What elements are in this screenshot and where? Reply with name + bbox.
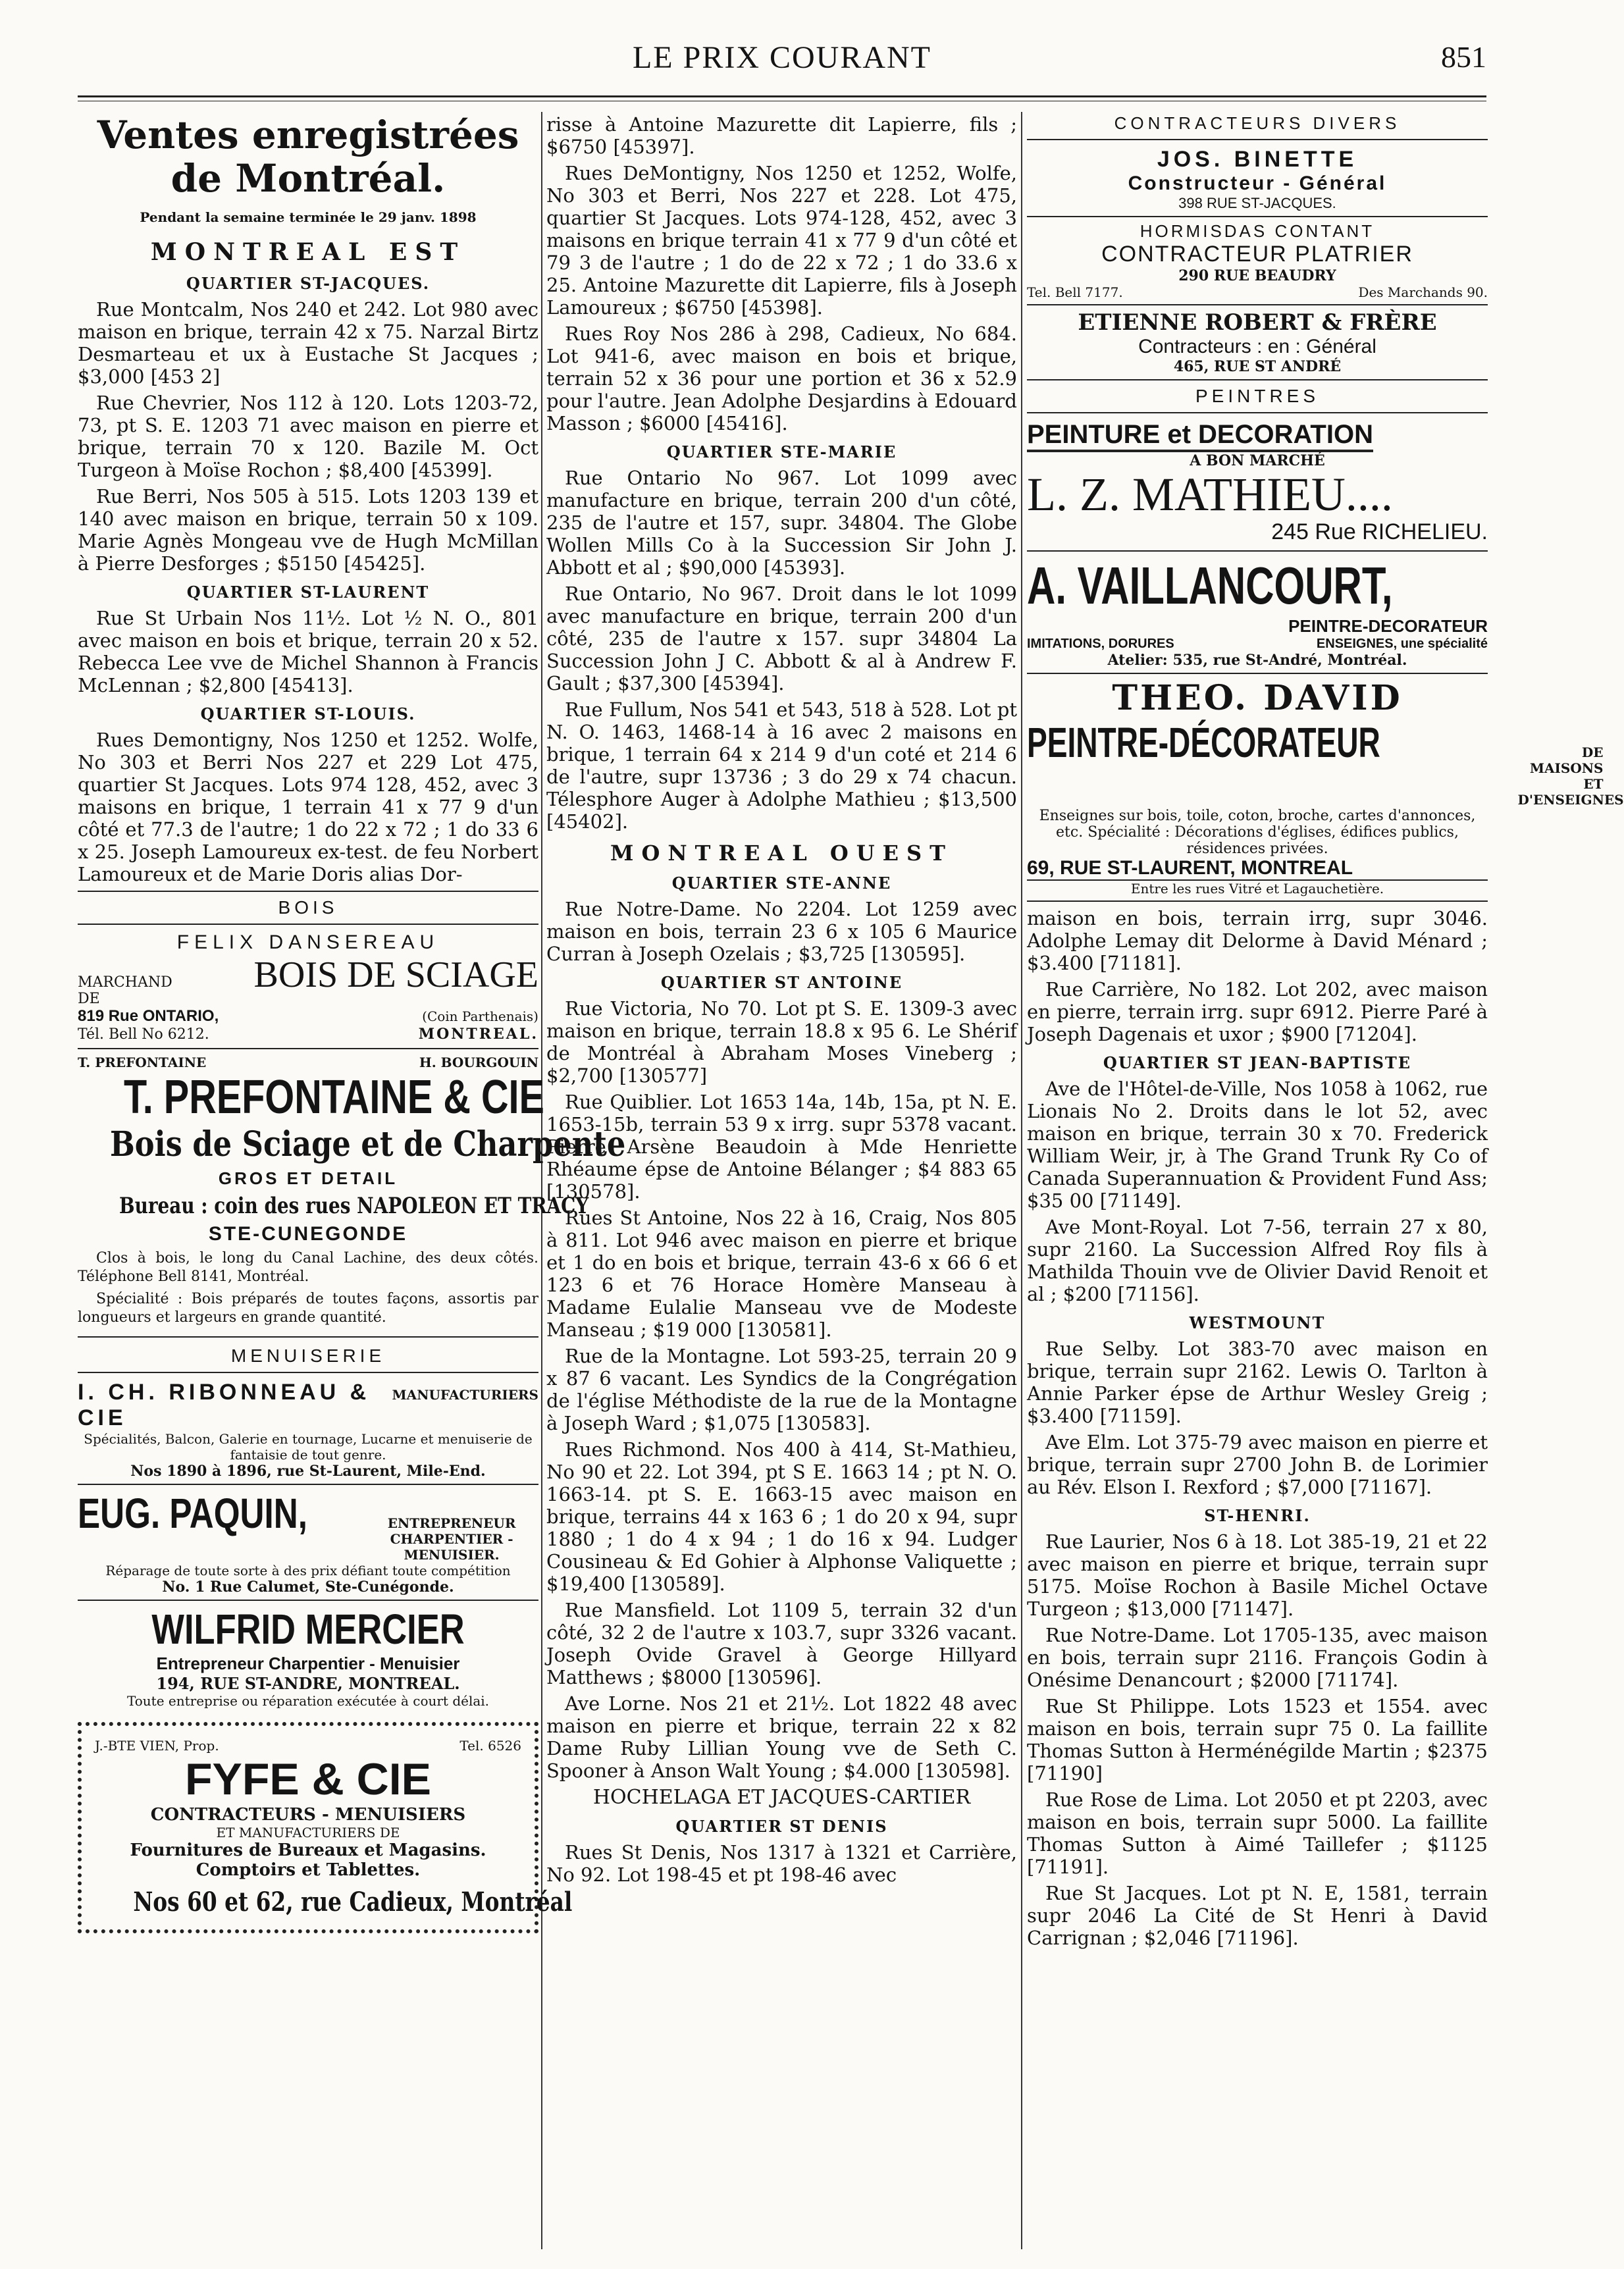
ad-subheadline: PEINTRE-DÉCORATEUR [1027, 719, 1380, 766]
ad-city: MONTREAL. [418, 1026, 538, 1043]
ad-subheadline: Bois de Sciage et de Charpente [110, 1124, 626, 1164]
ad-text: Fournitures de Bureaux et Magasins. [130, 1840, 486, 1860]
ad-david [1027, 674, 1624, 902]
column-divider-right [1021, 112, 1022, 2249]
sale-entry: Rue de la Montagne. Lot 593-25, terrain 20 9 x 87 6 vacant. Les Syndics de la Congrégation de l'église Méthodiste de la rue de la Montagne à Joseph Ward ; $1,075 [130583]. [546, 1345, 1017, 1434]
header-rule [78, 95, 1486, 97]
ad-subheadline: PEINTRE-DECORATEUR [1288, 616, 1488, 636]
quarter-heading: QUARTIER STE-MARIE [666, 442, 897, 461]
ad-address: Nos 60 et 62, rue Cadieux, Montréal [133, 1887, 573, 1917]
ad-fyfe [78, 1722, 573, 1933]
ad-address: 398 RUE ST-JACQUES. [1178, 195, 1336, 211]
sale-entry: Ave de l'Hôtel-de-Ville, Nos 1058 à 1062, rue Lionais No 2. Droits dans le lot 52, avec maison en brique, terrain 30 x 70. Frederick William Weir, jr, à The Grand Trunk Ry Co of Canada Superannuation & Provident Fund Ass; $35 00 [71149]. [1027, 1078, 1488, 1212]
ad-paquin [78, 1485, 538, 1601]
ad-headline: BOIS DE SCIAGE [253, 954, 538, 995]
sale-entry: Rue Victoria, No 70. Lot pt S. E. 1309-3 avec maison en brique, terrain 18.8 x 95 6. Le Shérif de Montréal à Abraham Moses Vineberg ; $2,700 [130577] [546, 997, 1017, 1087]
ad-headline: WILFRID MERCIER [151, 1605, 465, 1653]
ad-proprietor: J.-BTE VIEN, Prop. [95, 1738, 219, 1754]
page-header [78, 39, 1486, 99]
sale-entry: Rues Roy Nos 286 à 298, Cadieux, No 684. Lot 941-6, avec maison en bois et brique, terrain 52 x 36 pour une portion et 36 x 52.9 pour l'autre. Jean Adolphe Desjardins à Edouard Masson ; $6000 [45416]. [546, 323, 1017, 434]
ad-address: Nos 1890 à 1896, rue St-Laurent, Mile-End. [130, 1463, 486, 1480]
ad-subheadline: Entrepreneur Charpentier - Menuisier [156, 1654, 460, 1673]
ad-headline: THEO. DAVID [1112, 678, 1403, 718]
montreal-ouest-heading: MONTREAL OUEST [610, 841, 953, 866]
ad-text: Entre les rues Vitré et Lagauchetière. [1130, 881, 1384, 897]
column-middle [546, 113, 1017, 2243]
ad-address: No. 1 Rue Calumet, Ste-Cunégonde. [162, 1578, 454, 1596]
ad-headline: A. VAILLANCOURT, [1027, 556, 1393, 615]
ad-text: Enseignes sur bois, toile, coton, broche, cartes d'annonces, etc. Spécialité : Décorations d'églises, édifices publics, résidences privées. [1039, 808, 1476, 857]
ad-headline: I. CH. RIBONNEAU & CIE [78, 1380, 371, 1430]
ad-headline: PEINTURE et DECORATION [1027, 420, 1373, 452]
sale-entry: Rues St Antoine, Nos 22 à 16, Craig, Nos 805 à 811. Lot 946 avec maison en pierre et brique et 1 do en bois et brique, terrain 43-6 x 66 6 et 123 6 et 76 Horace Homère Manseau à Madame Eulalie Manseau vve de Modeste Manseau ; $19 000 [130581]. [546, 1207, 1017, 1341]
ad-label: MARCHAND DE [78, 974, 172, 1007]
ad-address: Atelier: 535, rue St-André, Montréal. [1107, 652, 1407, 669]
sale-entry: Rue St Urbain Nos 11½. Lot ½ N. O., 801 avec maison en bois et brique, terrain 20 x 52. Rebecca Lee vve de Michel Shannon à Francis McLennan ; $2,800 [45413]. [78, 607, 538, 696]
sale-entry: Rue St Philippe. Lots 1523 et 1554. avec maison en bois, terrain supr 75 0. La faillite Thomas Sutton à Herménégilde Martin ; $2375 [71190] [1027, 1695, 1488, 1785]
ad-headline: CONTRACTEUR PLATRIER [1101, 242, 1413, 267]
ad-phone: Tél. Bell No 6212. [78, 1026, 209, 1043]
ad-partner: H. BOURGOUIN [419, 1055, 538, 1070]
section-period: Pendant la semaine terminée le 29 janv. 1898 [140, 209, 477, 225]
ad-text: IMITATIONS, DORURES [1027, 637, 1174, 651]
quarter-heading: QUARTIER ST-LOUIS. [200, 704, 416, 723]
ad-phone: Tel. 6526 [459, 1738, 521, 1754]
sale-entry: Rues Richmond. Nos 400 à 414, St-Mathieu, No 90 et 22. Lot 394, pt S E. 1663 14 ; pt N. O. 1663-14. pt S. E. 1663-15 avec maison en brique, terrains 44 x 163 6 ; 1 do 20 x 94, supr 1880 ; 1 do 4 x 94 ; 1 do 16 x 94. Ludger Cousineau & Ed Gohier à Alphonse Valiquette ; $19,400 [130589]. [546, 1438, 1017, 1595]
sale-entry: Rue Ontario No 967. Lot 1099 avec manufacture en brique, terrain 200 d'un côté, 235 de l'autre et 157, supr. 34804. The Globe Wollen Mills Co à la Succession Sir John J. Abbott et al ; $90,000 [45393]. [546, 467, 1017, 579]
ad-address: 194, RUE ST-ANDRE, MONTREAL. [156, 1674, 460, 1693]
ad-city: STE-CUNEGONDE [208, 1223, 408, 1245]
sale-entry: Rue Berri, Nos 505 à 515. Lots 1203 139 et 140 avec maison en brique, terrain 50 x 109. Marie Agnès Mongeau vve de Hugh McMillan à Pierre Desforges ; $5150 [45425]. [78, 485, 538, 575]
ad-mathieu [1027, 420, 1488, 552]
page-number: 851 [1441, 40, 1486, 74]
ad-office: Bureau : coin des rues NAPOLEON ET TRACY [119, 1193, 589, 1219]
ad-subheadline: Constructeur - Général [1128, 172, 1387, 194]
ad-headline: ETIENNE ROBERT & FRÈRE [1078, 309, 1437, 336]
ad-name: HORMISDAS CONTANT [1139, 221, 1375, 241]
ad-text: ENSEIGNES, une spécialité [1316, 637, 1488, 651]
ad-headline: JOS. BINETTE [1157, 147, 1358, 172]
journal-title: LE PRIX COURANT [632, 40, 931, 75]
sale-entry: maison en bois, terrain irrg, supr 3046. Adolphe Lemay dit Delorme à David Ménard ; $3.400 [71181]. [1027, 907, 1488, 974]
peintres-heading: PEINTRES [1027, 380, 1488, 413]
ad-tag: CHARPENTIER - MENUISIER. [390, 1531, 513, 1563]
sale-entry: Rue Ontario, No 967. Droit dans le lot 1099 avec manufacture en brique, terrain 200 d'un côté, 235 de l'autre x 157. supr 34804 La Succession John J C. Abbott & al à Andrew F. Gault ; $37,300 [45394]. [546, 583, 1017, 694]
ad-subheadline: CONTRACTEURS - MENUISIERS [150, 1805, 466, 1825]
contracteurs-heading: CONTRACTEURS DIVERS [1027, 113, 1488, 140]
sale-entry: Rue Quiblier. Lot 1653 14a, 14b, 15a, pt N. E. 1653-15b, terrain 53 9 x irrg. supr 5378 vacant. Pierre Arsène Beaudoin à Mde Henriette Rhéaume épse de Antoine Bélanger ; $4 883 65 [130578]. [546, 1091, 1017, 1203]
sale-entry: Rue Notre-Dame. No 2204. Lot 1259 avec maison en bois, terrain 23 6 x 105 6 Maurice Curran à Joseph Ozelais ; $3,725 [130595]. [546, 898, 1017, 965]
sale-entry: Rue Notre-Dame. Lot 1705-135, avec maison en bois, terrain supr 2116. François Godin à Onésime Denancourt ; $2000 [71174]. [1027, 1624, 1488, 1691]
ad-tagline: A BON MARCHÉ [1190, 452, 1325, 469]
sale-entry: Rues St Denis, Nos 1317 à 1321 et Carrière, No 92. Lot 198-45 et pt 198-46 avec [546, 1841, 1017, 1886]
ad-phone: Des Marchands 90. [1358, 284, 1488, 300]
ad-headline: FYFE & CIE [184, 1754, 432, 1804]
quarter-heading: ST-HENRI. [1204, 1506, 1311, 1525]
sale-entry: Rues Demontigny, Nos 1250 et 1252. Wolfe, No 303 et Berri Nos 227 et 229 Lot 475, quartier St Jacques. Lots 974 128, 452, avec 3 maisons en brique, 1 terrain 41 x 77 9 d'un côté et 77.3 de l'autre; 1 do 22 x 72 ; 1 do 33 6 x 25. Joseph Lamoureux ex-test. de feu Norbert Lamoureux et de Marie Doris alias Dor- [78, 729, 538, 885]
column-right [1027, 113, 1624, 2243]
ad-name: L. Z. MATHIEU.... [1027, 468, 1393, 521]
quarter-heading: QUARTIER ST-LAURENT [186, 583, 430, 602]
hochelaga-heading: HOCHELAGA ET JACQUES-CARTIER [592, 1786, 971, 1809]
ad-headline: EUG. PAQUIN, [78, 1490, 307, 1537]
quarter-heading: QUARTIER STE-ANNE [671, 874, 892, 893]
quarter-heading: QUARTIER ST ANTOINE [660, 973, 903, 992]
sale-entry: Rue Carrière, No 182. Lot 202, avec maison en pierre, terrain irrg. supr 6912. Pierre Paré à Joseph Dagenais et uxor ; $900 [71204]. [1027, 978, 1488, 1045]
ad-tag: ENTREPRENEUR [387, 1515, 516, 1531]
sale-entry: Rues DeMontigny, Nos 1250 et 1252, Wolfe, No 303 et Berri, Nos 227 et 228. Lot 475, quartier St Jacques. Lots 974-128, 452, avec 3 maisons en brique terrain 41 x 77 9 d'un côté et 79 3 de l'autre ; 1 do de 22 x 72 ; 1 do 33.6 x 25. Antoine Mazurette dit Lapierre, fils à Joseph Lamoureux ; $6750 [45398]. [546, 162, 1017, 319]
column-divider-left [541, 112, 542, 2249]
ad-vaillancourt [1027, 552, 1488, 674]
ad-binette [1027, 147, 1488, 217]
ad-headline: T. PREFONTAINE & CIE [124, 1071, 544, 1124]
ad-phone: Tel. Bell 7177. [1027, 284, 1123, 300]
ad-text: Réparage de toute sorte à des prix défiant toute compétition [105, 1563, 511, 1578]
sale-entry: risse à Antoine Mazurette dit Lapierre, fils ; $6750 [45397]. [546, 113, 1017, 158]
ad-mercier [78, 1601, 538, 1713]
ad-partner: T. PREFONTAINE [78, 1055, 207, 1070]
sale-entry: Rue Rose de Lima. Lot 2050 et pt 2203, avec maison en bois, terrain supr 5000. La faillite Thomas Sutton à Aimé Taillefer ; $1125 [71191]. [1027, 1788, 1488, 1878]
quarter-heading: QUARTIER ST DENIS [675, 1817, 888, 1836]
ad-robert [1027, 305, 1488, 380]
ad-text: Spécialités, Balcon, Galerie en tournage, Lucarne et menuiserie de fantaisie de tout genre. [84, 1431, 533, 1463]
sale-entry: Rue Montcalm, Nos 240 et 242. Lot 980 avec maison en brique, terrain 42 x 75. Narzal Birtz Desmarteau et ux à Eustache St Jacques ; $3,000 [453 2] [78, 298, 538, 388]
sale-entry: Rue Mansfield. Lot 1109 5, terrain 32 d'un côté, 32 2 de l'autre x 103.7, supr 3326 vacant. Joseph Ovide Gravel à George Hillyard Matthews ; $8000 [130596]. [546, 1599, 1017, 1688]
ad-address: 465, RUE ST ANDRÉ [1173, 358, 1342, 375]
quarter-heading: QUARTIER ST-JACQUES. [186, 274, 431, 293]
ad-text: Spécialité : Bois préparés de toutes façons, assortis par longueurs et largeurs en grande quantité. [78, 1291, 538, 1326]
sale-entry: Rue Chevrier, Nos 112 à 120. Lots 1203-72, 73, pt S. E. 1203 71 avec maison en pierre et brique, terrain 70 x 120. Bazile M. Oct Turgeon à Moïse Rochon ; $8,400 [45399]. [78, 392, 538, 481]
sale-entry: Ave Mont-Royal. Lot 7-56, terrain 27 x 80, supr 2160. La Succession Alfred Roy fils à Mathilda Thouin vve de Olivier David Renoit et al ; $200 [71156]. [1027, 1216, 1488, 1305]
sale-entry: Rue St Jacques. Lot pt N. E, 1581, terrain supr 2046 La Cité de St Henri à David Carrignan ; $2,046 [71196]. [1027, 1882, 1488, 1949]
ad-tagline: GROS ET DETAIL [218, 1168, 398, 1188]
ad-tag: DE MAISONS ET D'ENSEIGNES [1517, 744, 1624, 808]
section-title: Ventes enregistrées de Montréal. [97, 113, 519, 201]
montreal-est-heading: MONTREAL EST [150, 238, 466, 266]
ad-address: 290 RUE BEAUDRY [1178, 267, 1336, 284]
ad-ribonneau [78, 1380, 538, 1485]
ad-text: ET MANUFACTURIERS DE [216, 1825, 400, 1840]
ad-text: Toute entreprise ou réparation exécutée à court délai. [126, 1693, 490, 1709]
ad-address: 69, RUE ST-LAURENT, MONTREAL [1027, 857, 1488, 881]
sale-entry: Rue Selby. Lot 383-70 avec maison en brique, terrain supr 2162. Lewis O. Tarlton à Annie Parker épse de Arthur Wesley Greig ; $3.400 [71159]. [1027, 1338, 1488, 1427]
ad-text: Clos à bois, le long du Canal Lachine, des deux côtés. Téléphone Bell 8141, Montréal. [78, 1250, 538, 1285]
sale-entry: Rue Laurier, Nos 6 à 18. Lot 385-19, 21 et 22 avec maison en pierre et brique, terrain supr 5175. Moïse Rochon à Basile Michel Octave Turgeon ; $13,000 [71147]. [1027, 1530, 1488, 1620]
ad-address: 819 Rue ONTARIO, [78, 1007, 219, 1025]
sale-entry: Ave Elm. Lot 375-79 avec maison en pierre et brique, terrain supr 2700 John B. de Lorimier au Rév. Elson I. Rexford ; $7,000 [71167]. [1027, 1431, 1488, 1498]
menuiserie-heading: MENUISERIE [78, 1340, 538, 1373]
column-left [78, 113, 626, 2243]
ad-text: Comptoirs et Tablettes. [196, 1860, 421, 1880]
quarter-heading: WESTMOUNT [1189, 1313, 1326, 1332]
ad-subheadline: Contracteurs : en : Général [1138, 336, 1376, 357]
ad-name: FELIX DANSEREAU [176, 931, 440, 953]
ad-prefontaine [78, 1049, 626, 1338]
sale-entry: Rue Fullum, Nos 541 et 543, 518 à 528. Lot pt N. O. 1463, 1468-14 à 16 avec 2 maisons en brique, 1 terrain 64 x 214 9 d'un coté et 214 6 de l'autre, supr 13736 ; 3 do 29 x 74 chacun. Télesphore Auger à Adolphe Mathieu ; $13,500 [45402]. [546, 698, 1017, 833]
bois-heading: BOIS [78, 891, 538, 925]
ad-corner: (Coin Parthenais) [422, 1008, 538, 1024]
ad-dansereau [78, 931, 538, 1049]
ad-tag: MANUFACTURIERS [392, 1387, 538, 1403]
sale-entry: Ave Lorne. Nos 21 et 21½. Lot 1822 48 avec maison en pierre et brique, terrain 22 x 82 Dame Ruby Lillian Young vve de Seth C. Spooner à Anson Walt Young ; $4.000 [130598]. [546, 1692, 1017, 1782]
ad-address: 245 Rue RICHELIEU. [1271, 519, 1488, 544]
quarter-heading: QUARTIER ST JEAN-BAPTISTE [1103, 1053, 1412, 1072]
ad-contant [1027, 217, 1488, 305]
